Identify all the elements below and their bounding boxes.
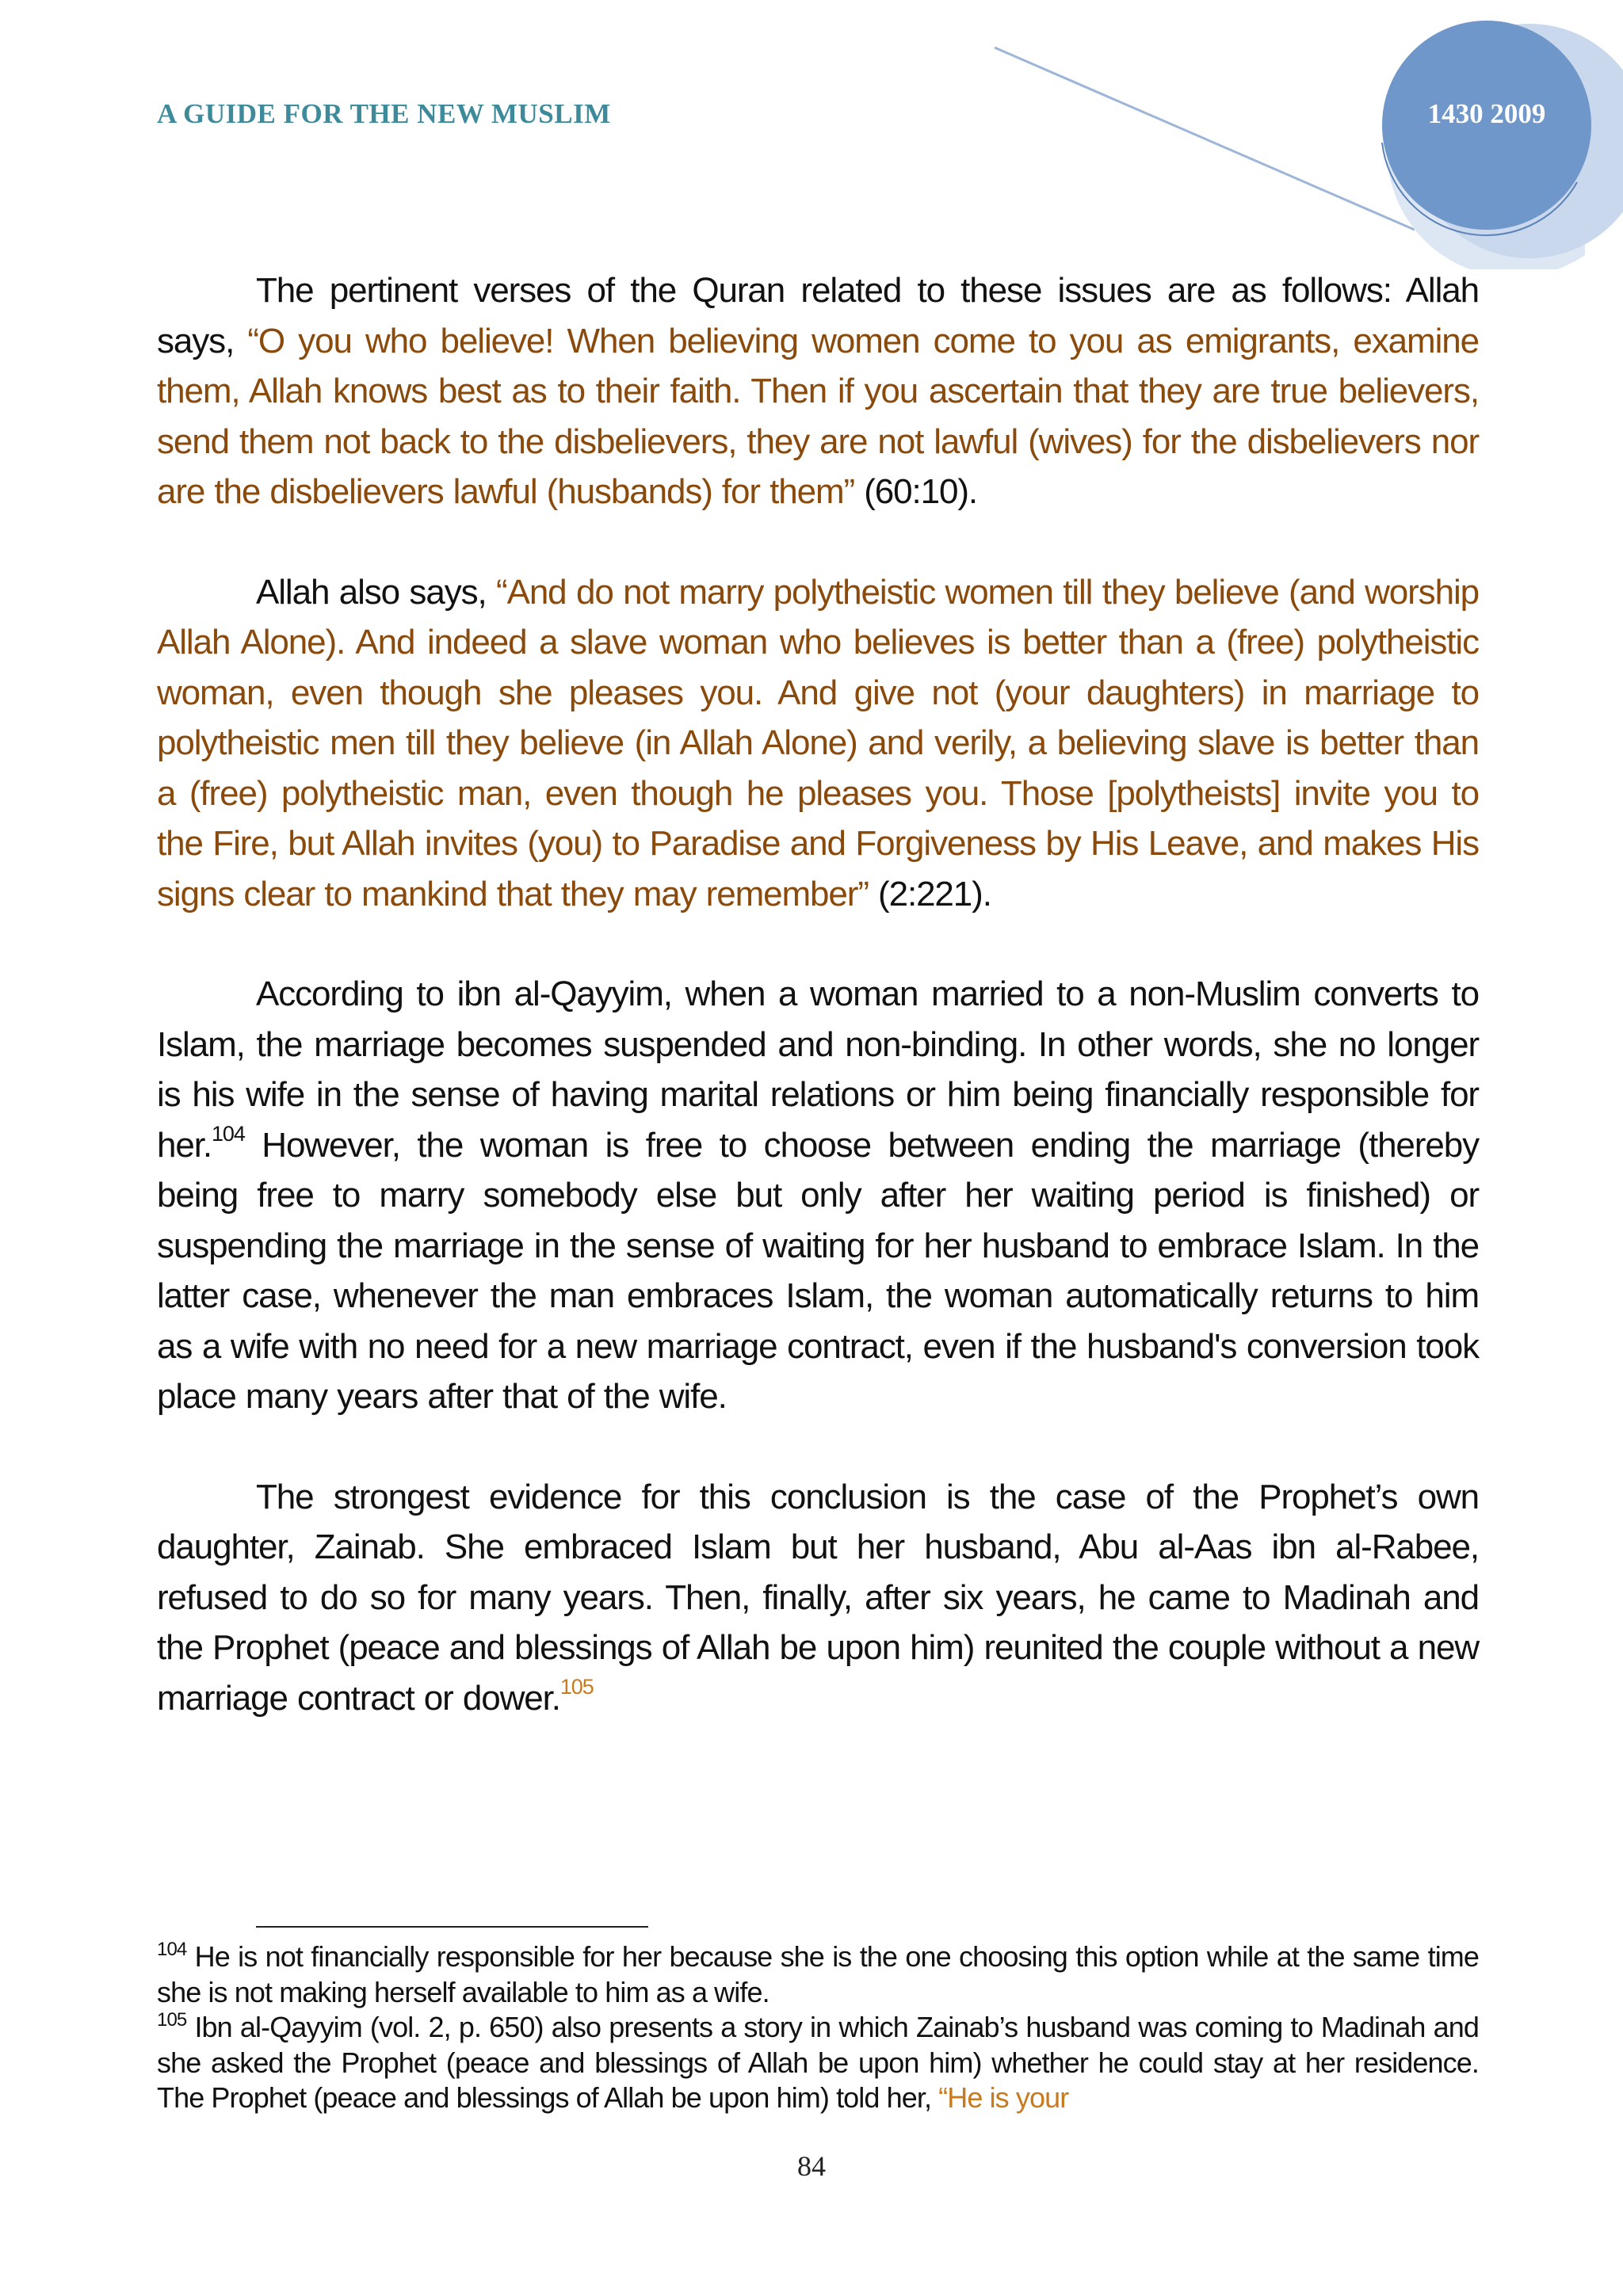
header-circle-decoration xyxy=(0,0,1623,269)
running-header-title: A GUIDE FOR THE NEW MUSLIM xyxy=(157,98,611,129)
paragraph-4 xyxy=(157,1472,1479,1724)
paragraph-text: However, the woman is free to choose between ending the marriage (thereby being free to marry somebody else but only after her waiting period is finished) or suspending the marriage in the sense of waiting for her husband to embrace Islam. In the latter case, whenever the man embraces Islam, the woman automatically returns to him as a wife with no need for a new marriage contract, even if the husband's conversion took place many years after that of the wife. xyxy=(157,1125,1479,1416)
quran-quote: “And do not marry polytheistic women till they believe (and worship Allah Alone). And indeed a slave woman who believes is better than a (free) polytheistic woman, even though she pleases you. And give not (your daughters) in marriage to polytheistic men till they believe (in Allah Alone) and verily, a believing slave is better than a (free) polytheistic man, even though he pleases you. Those [polytheists] invite you to the Fire, but Allah invites (you) to Paradise and Forgiveness by His Leave, and makes His signs clear to mankind that they may remember” xyxy=(157,572,1479,913)
footnote-quote: “He is your xyxy=(938,2081,1069,2114)
footnote-ref-105[interactable]: 105 xyxy=(559,1674,594,1699)
paragraph-2 xyxy=(157,567,1479,920)
page-number: 84 xyxy=(797,2150,826,2182)
main-text xyxy=(157,265,1479,1773)
footnote-text: Ibn al-Qayyim (vol. 2, p. 650) also presents a story in which Zainab’s husband was coming to Madinah and she asked the Prophet (peace and blessings of Allah be upon him) whether he could stay at her residence. The Prophet (peace and blessings of Allah be upon him) told her, xyxy=(157,2011,1479,2114)
paragraph-text: According to ibn al-Qayyim, when a woman married to a non-Muslim converts to Islam, the marriage becomes suspended and non-binding. In other words, she no longer is his wife in the sense of having marital relations or him being financially responsible for her. xyxy=(157,974,1479,1165)
footnote-number: 104 xyxy=(157,1939,187,1960)
verse-reference: (2:221). xyxy=(868,874,991,913)
verse-reference: (60:10). xyxy=(854,472,978,511)
paragraph-text: The pertinent verses of the Quran related to these issues are as follows: Allah says, xyxy=(157,271,1479,360)
paragraph-1 xyxy=(157,265,1479,517)
footnote-105 xyxy=(157,2010,1479,2116)
paragraph-text: The strongest evidence for this conclusion is the case of the Prophet’s own daughter, Zainab. She embraced Islam but her husband, Abu al-Aas ibn al-Rabee, refused to do so for many years. Then, finally, after six years, he came to Madinah and the Prophet (peace and blessings of Allah be upon him) reunited the couple without a new marriage contract or dower. xyxy=(157,1477,1479,1718)
footnote-number: 105 xyxy=(157,2009,187,2031)
footnotes xyxy=(157,1939,1479,2116)
paragraph-text: Allah also says, xyxy=(256,572,497,612)
footnote-104 xyxy=(157,1939,1479,2010)
paragraph-3 xyxy=(157,969,1479,1422)
footnote-separator xyxy=(256,1926,648,1928)
footnote-ref-104[interactable]: 104 xyxy=(212,1121,245,1146)
footnote-text: He is not financially responsible for her because she is the one choosing this option while at the same time she is not making herself available to him as a wife. xyxy=(157,1940,1479,2008)
running-header-year: 1430 2009 xyxy=(1427,98,1546,129)
quran-quote: “O you who believe! When believing women come to you as emigrants, examine them, Allah knows best as to their faith. Then if you ascertain that they are true believers, send them not back to the disbelievers, they are not lawful (wives) for the disbelievers nor are the disbelievers lawful (husbands) for them” xyxy=(157,321,1479,511)
